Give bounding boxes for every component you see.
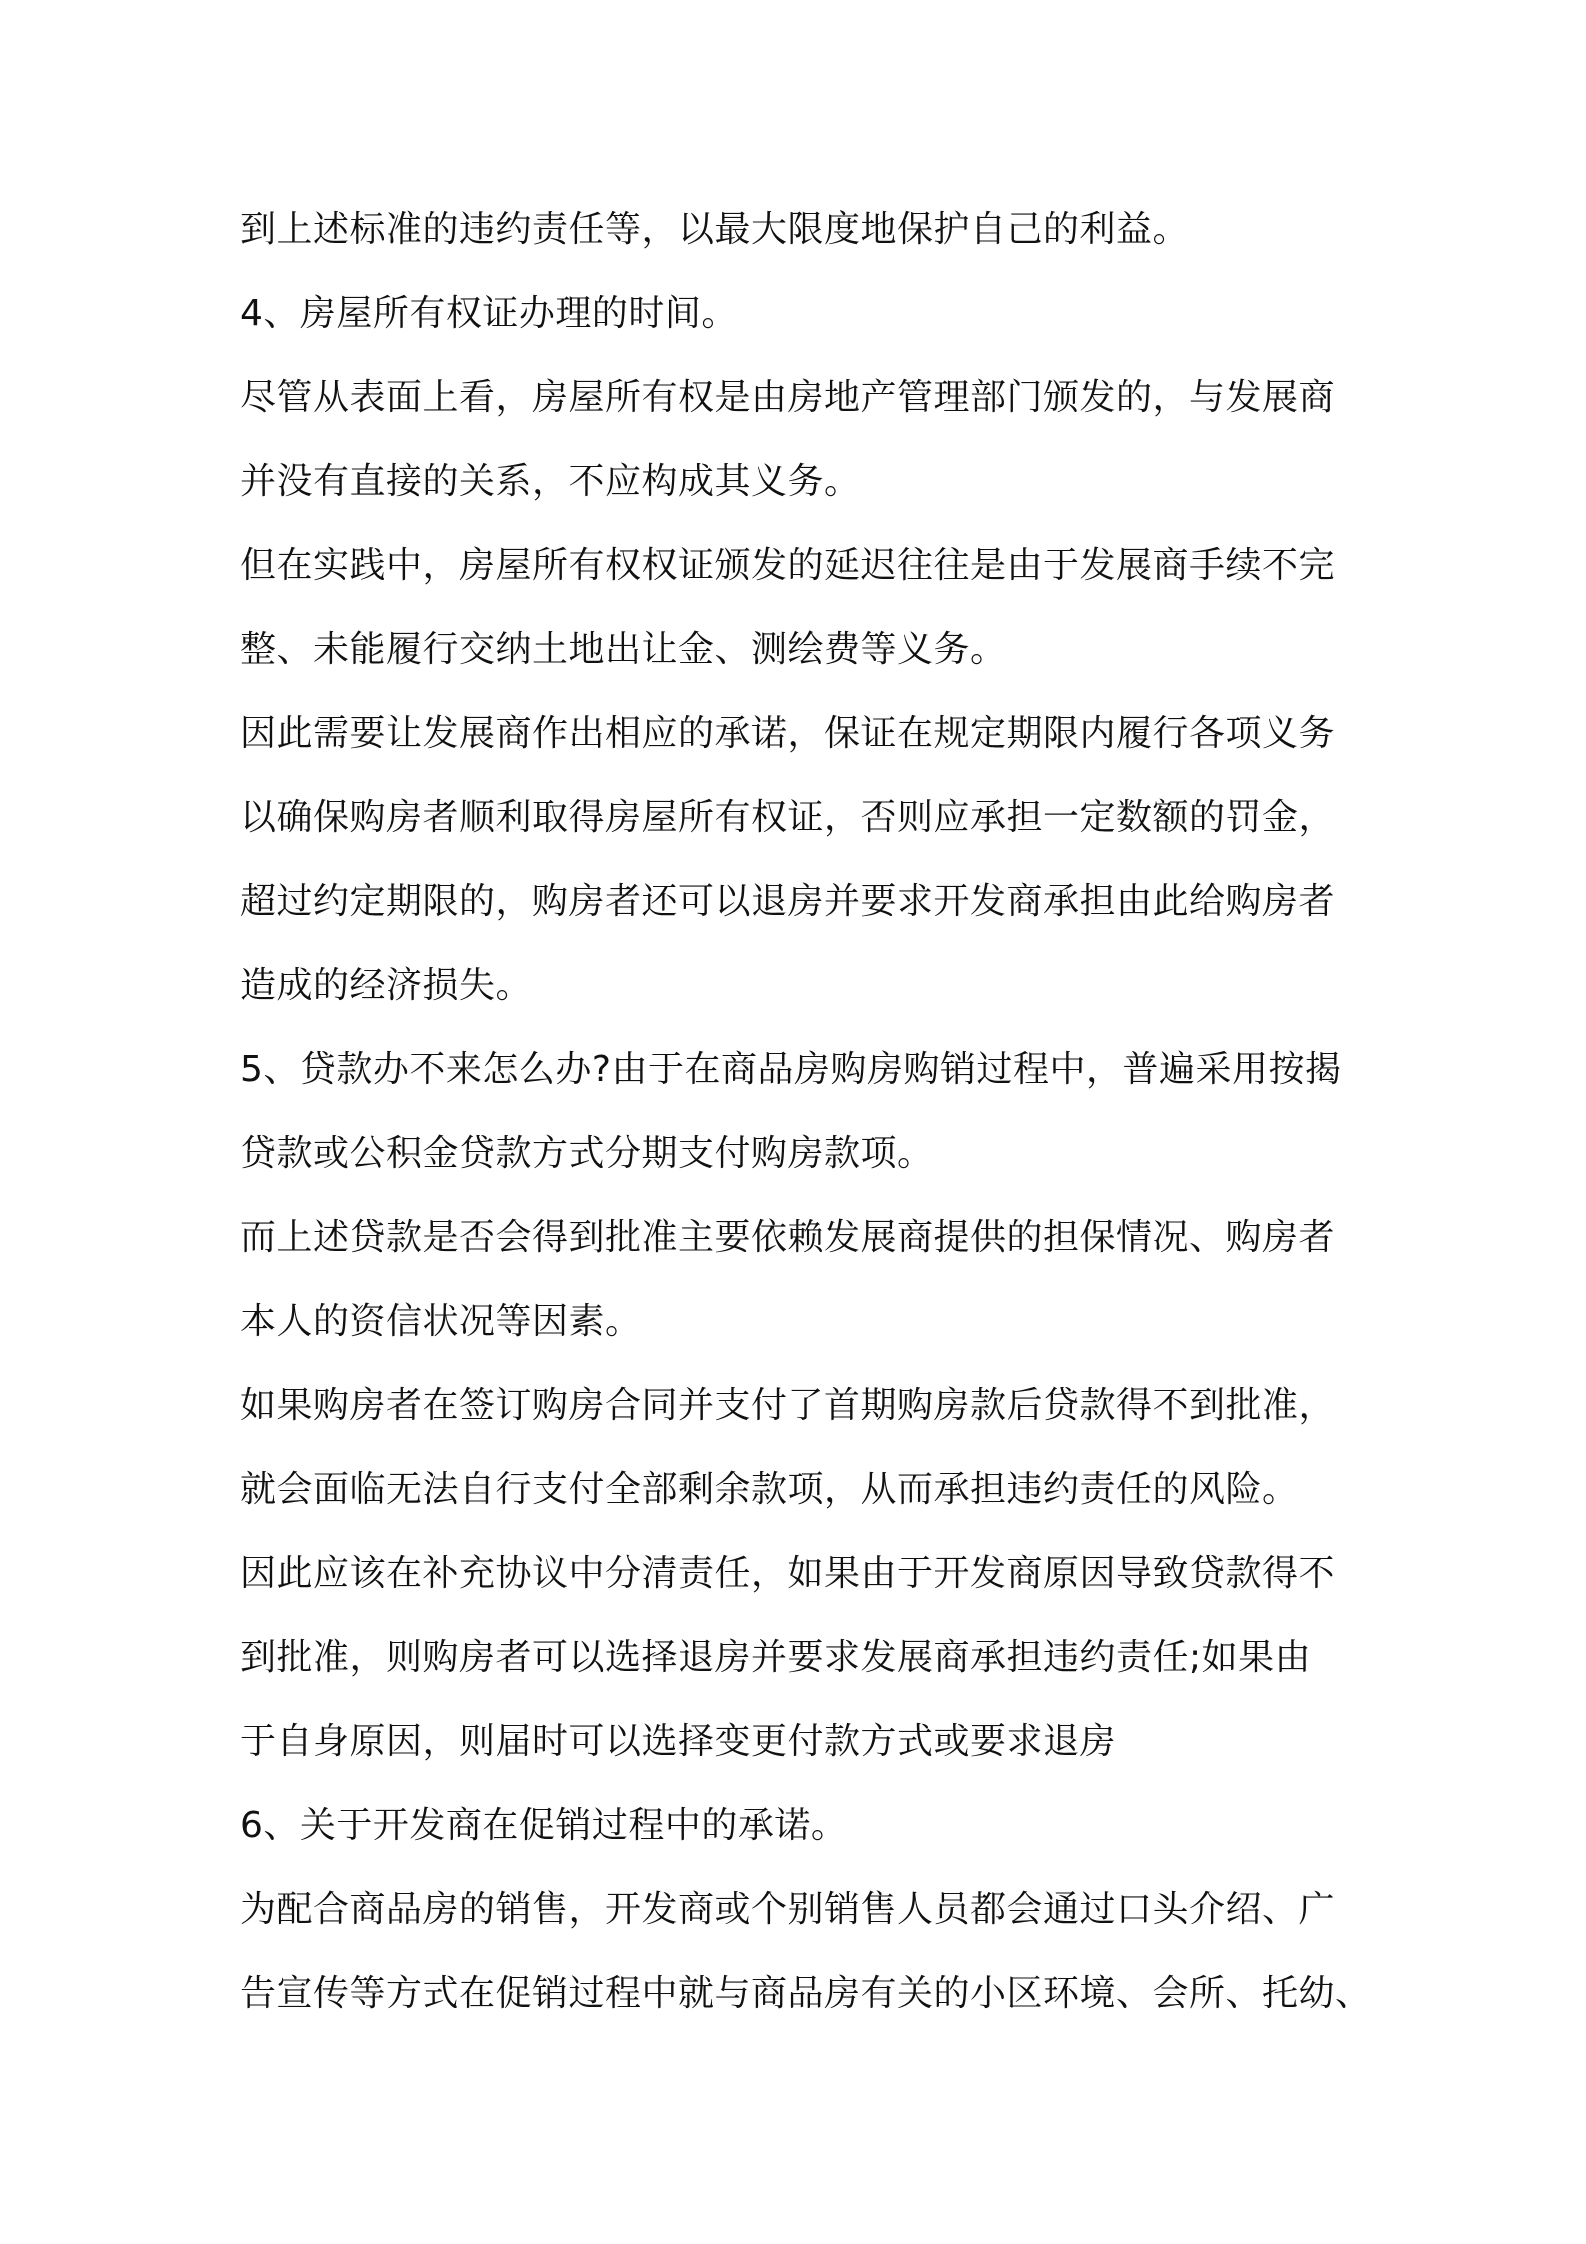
- text-line: 就会面临无法自行支付全部剩余款项，从而承担违约责任的风险。: [240, 1469, 1299, 1510]
- text-line: 并没有直接的关系，不应构成其义务。: [240, 461, 861, 502]
- text-line: 如果购房者在签订购房合同并支付了首期购房款后贷款得不到批准，: [240, 1385, 1336, 1426]
- text-line: 尽管从表面上看，房屋所有权是由房地产管理部门颁发的，与发展商: [240, 377, 1336, 418]
- document-body: [240, 188, 1372, 2036]
- text-line: 本人的资信状况等因素。: [240, 1301, 642, 1342]
- text-line: 到上述标准的违约责任等，以最大限度地保护自己的利益。: [240, 209, 1190, 250]
- text-line: 但在实践中，房屋所有权权证颁发的延迟往往是由于发展商手续不完: [240, 545, 1336, 586]
- text-line: 为配合商品房的销售，开发商或个别销售人员都会通过口头介绍、广: [240, 1889, 1336, 1930]
- text-line: 整、未能履行交纳土地出让金、测绘费等义务。: [240, 629, 1007, 670]
- section-heading: 4、房屋所有权证办理的时间。: [240, 293, 738, 334]
- text-line: 到批准，则购房者可以选择退房并要求发展商承担违约责任;如果由: [240, 1637, 1312, 1678]
- section-heading: 6、关于开发商在促销过程中的承诺。: [240, 1805, 848, 1846]
- text-line: 超过约定期限的，购房者还可以退房并要求开发商承担由此给购房者: [240, 881, 1336, 922]
- section-heading: 5、贷款办不来怎么办?由于在商品房购房购销过程中，普遍采用按揭: [240, 1049, 1342, 1090]
- text-line: 因此应该在补充协议中分清责任，如果由于开发商原因导致贷款得不: [240, 1553, 1336, 1594]
- text-line: 贷款或公积金贷款方式分期支付购房款项。: [240, 1133, 934, 1174]
- text-line: 而上述贷款是否会得到批准主要依赖发展商提供的担保情况、购房者: [240, 1217, 1336, 1258]
- text-line: 以确保购房者顺利取得房屋所有权证，否则应承担一定数额的罚金，: [240, 797, 1336, 838]
- text-line: 告宣传等方式在促销过程中就与商品房有关的小区环境、会所、托幼、: [240, 1973, 1372, 2014]
- text-line: 因此需要让发展商作出相应的承诺，保证在规定期限内履行各项义务: [240, 713, 1336, 754]
- text-line: 于自身原因，则届时可以选择变更付款方式或要求退房: [240, 1721, 1117, 1762]
- text-line: 造成的经济损失。: [240, 965, 533, 1006]
